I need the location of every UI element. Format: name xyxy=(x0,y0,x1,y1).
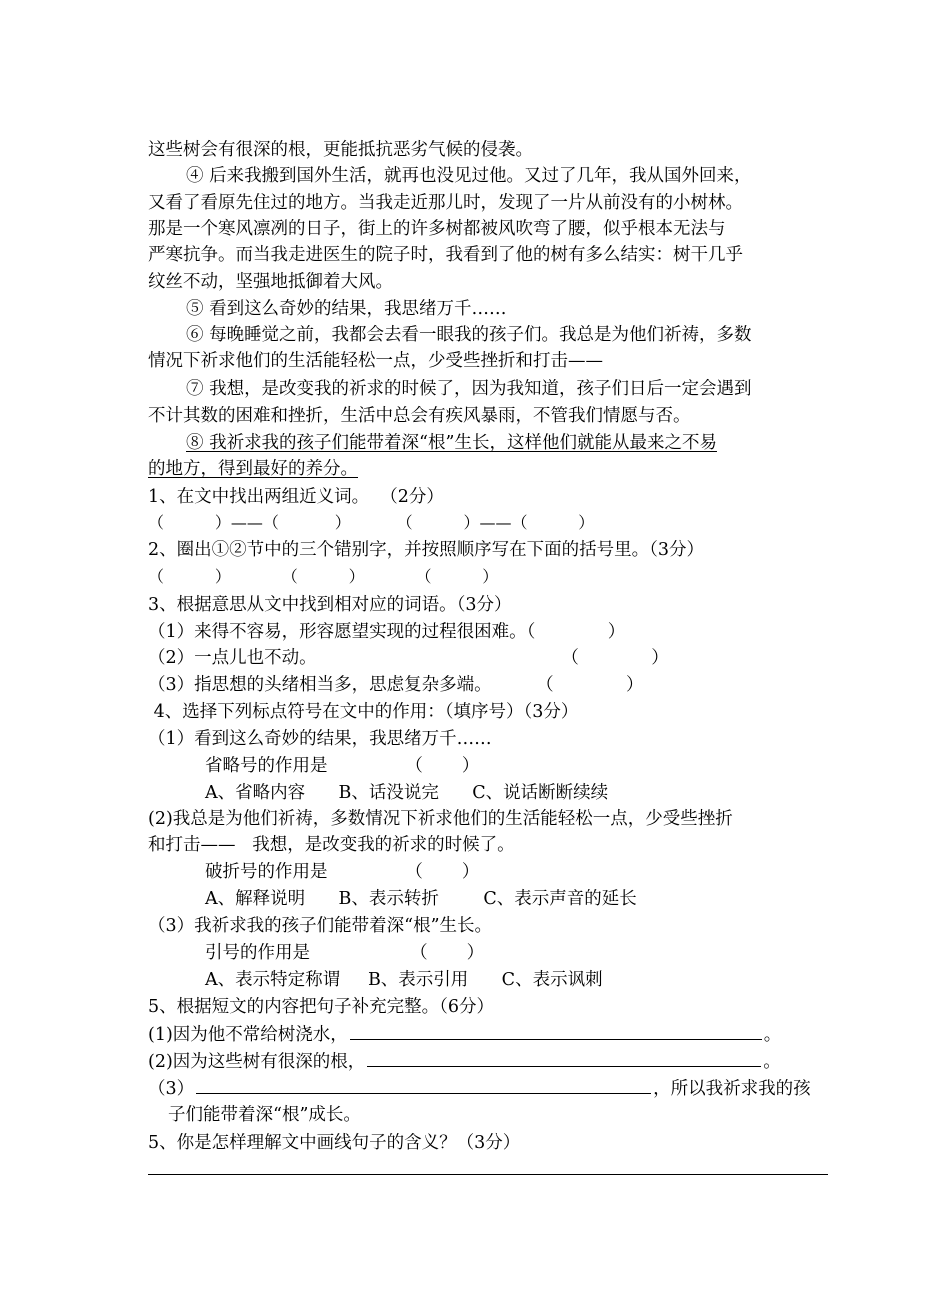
sentence-3-suffix: ，所以我祈求我的孩 xyxy=(653,1079,811,1099)
passage-line: ⑤ 看到这么奇妙的结果，我思绪万千…… xyxy=(186,299,507,319)
question-4-title: 4、选择下列标点符号在文中的作用：（填序号）（3分） xyxy=(148,702,579,722)
question-5-sentence-1 xyxy=(148,1021,833,1047)
question-1-title: 1、在文中找出两组近义词。 （2分） xyxy=(148,487,444,507)
passage-line: 情况下祈求他们的生活能轻松一点，少受些挫折和打击—— xyxy=(148,351,603,371)
question-4-part-2-text: 和打击—— 我想，是改变我的祈求的时候了。 xyxy=(148,835,515,855)
sentence-3-prefix: （3） xyxy=(148,1079,195,1099)
question-4-part-3-prompt[interactable]: 引号的作用是 （ ） xyxy=(205,943,485,963)
question-3-item[interactable]: （2）一点儿也不动。 （ ） xyxy=(148,648,669,668)
question-4-part-2-options: A、解释说明 B、表示转折 C、表示声音的延长 xyxy=(205,889,637,909)
question-3-title: 3、根据意思从文中找到相对应的词语。（3分） xyxy=(148,595,512,615)
passage-line: 这些树会有很深的根，更能抵抗恶劣气候的侵袭。 xyxy=(148,140,533,160)
question-4-part-1-prompt[interactable]: 省略号的作用是 （ ） xyxy=(205,756,480,776)
sentence-1-text: (1)因为他不常给树浇水， xyxy=(148,1025,348,1045)
question-4-part-3-options: A、表示特定称谓 B、表示引用 C、表示讽刺 xyxy=(205,970,603,990)
answer-line-2[interactable] xyxy=(367,1048,761,1067)
question-6-title: 5、你是怎样理解文中画线句子的含义？（3分） xyxy=(148,1133,521,1153)
answer-line[interactable] xyxy=(148,1174,828,1175)
sentence-1-end: 。 xyxy=(763,1025,782,1045)
passage-line: ⑦ 我想，是改变我的祈求的时候了，因为我知道，孩子们日后一定会遇到 xyxy=(186,379,752,399)
question-4-part-3-text: （3）我祈求我的孩子们能带着深“根”生长。 xyxy=(148,916,493,936)
passage-line: 纹丝不动，坚强地抵御着大风。 xyxy=(148,272,393,292)
question-4-part-2-prompt[interactable]: 破折号的作用是 （ ） xyxy=(205,862,480,882)
passage-line: ④ 后来我搬到国外生活，就再也没见过他。又过了几年，我从国外回来， xyxy=(186,166,752,186)
question-4-part-1-options: A、省略内容 B、话没说完 C、说话断断续续 xyxy=(205,783,609,803)
question-5-title: 5、根据短文的内容把句子补充完整。（6分） xyxy=(148,997,495,1017)
answer-line-1[interactable] xyxy=(350,1021,762,1040)
question-5-sentence-3 xyxy=(148,1075,833,1101)
question-1-blanks[interactable]: （ ）——（ ） （ ）——（ ） xyxy=(148,513,595,532)
underlined-sentence: 的地方，得到最好的养分。 xyxy=(148,459,358,479)
answer-line-3[interactable] xyxy=(196,1075,651,1094)
question-4-part-2-text: (2)我总是为他们祈祷，多数情况下祈求他们的生活能轻松一点，少受些挫折 xyxy=(148,809,733,829)
question-3-item[interactable]: （1）来得不容易，形容愿望实现的过程很困难。（ ） xyxy=(148,622,626,642)
passage-line: 又看了看原先住过的地方。当我走近那儿时，发现了一片从前没有的小树林。 xyxy=(148,193,743,213)
passage-line: 不计其数的困难和挫折，生活中总会有疾风暴雨，不管我们情愿与否。 xyxy=(148,406,691,426)
sentence-2-end: 。 xyxy=(763,1052,781,1072)
question-2-title: 2、圈出①②节中的三个错别字，并按照顺序写在下面的括号里。（3分） xyxy=(148,540,705,560)
question-4-part-1-text: （1）看到这么奇妙的结果，我思绪万千…… xyxy=(148,729,492,749)
sentence-2-text: (2)因为这些树有很深的根， xyxy=(148,1052,366,1072)
question-2-blanks[interactable]: （ ） （ ） （ ） xyxy=(148,567,499,586)
passage-line: ⑥ 每晚睡觉之前，我都会去看一眼我的孩子们。我总是为他们祈祷，多数 xyxy=(186,325,752,345)
underlined-sentence: ⑧ 我祈求我的孩子们能带着深“根”生长，这样他们就能从最来之不易 xyxy=(186,433,717,453)
question-3-item[interactable]: （3）指思想的头绪相当多，思虑复杂多端。 （ ） xyxy=(148,675,644,695)
passage-line: 那是一个寒风凛冽的日子，街上的许多树都被风吹弯了腰，似乎根本无法与 xyxy=(148,219,726,239)
question-5-sentence-2 xyxy=(148,1048,833,1074)
passage-line: 严寒抗争。而当我走进医生的院子时，我看到了他的树有多么结实：树干几乎 xyxy=(148,245,743,265)
question-5-sentence-3-cont: 子们能带着深“根”成长。 xyxy=(168,1105,361,1125)
